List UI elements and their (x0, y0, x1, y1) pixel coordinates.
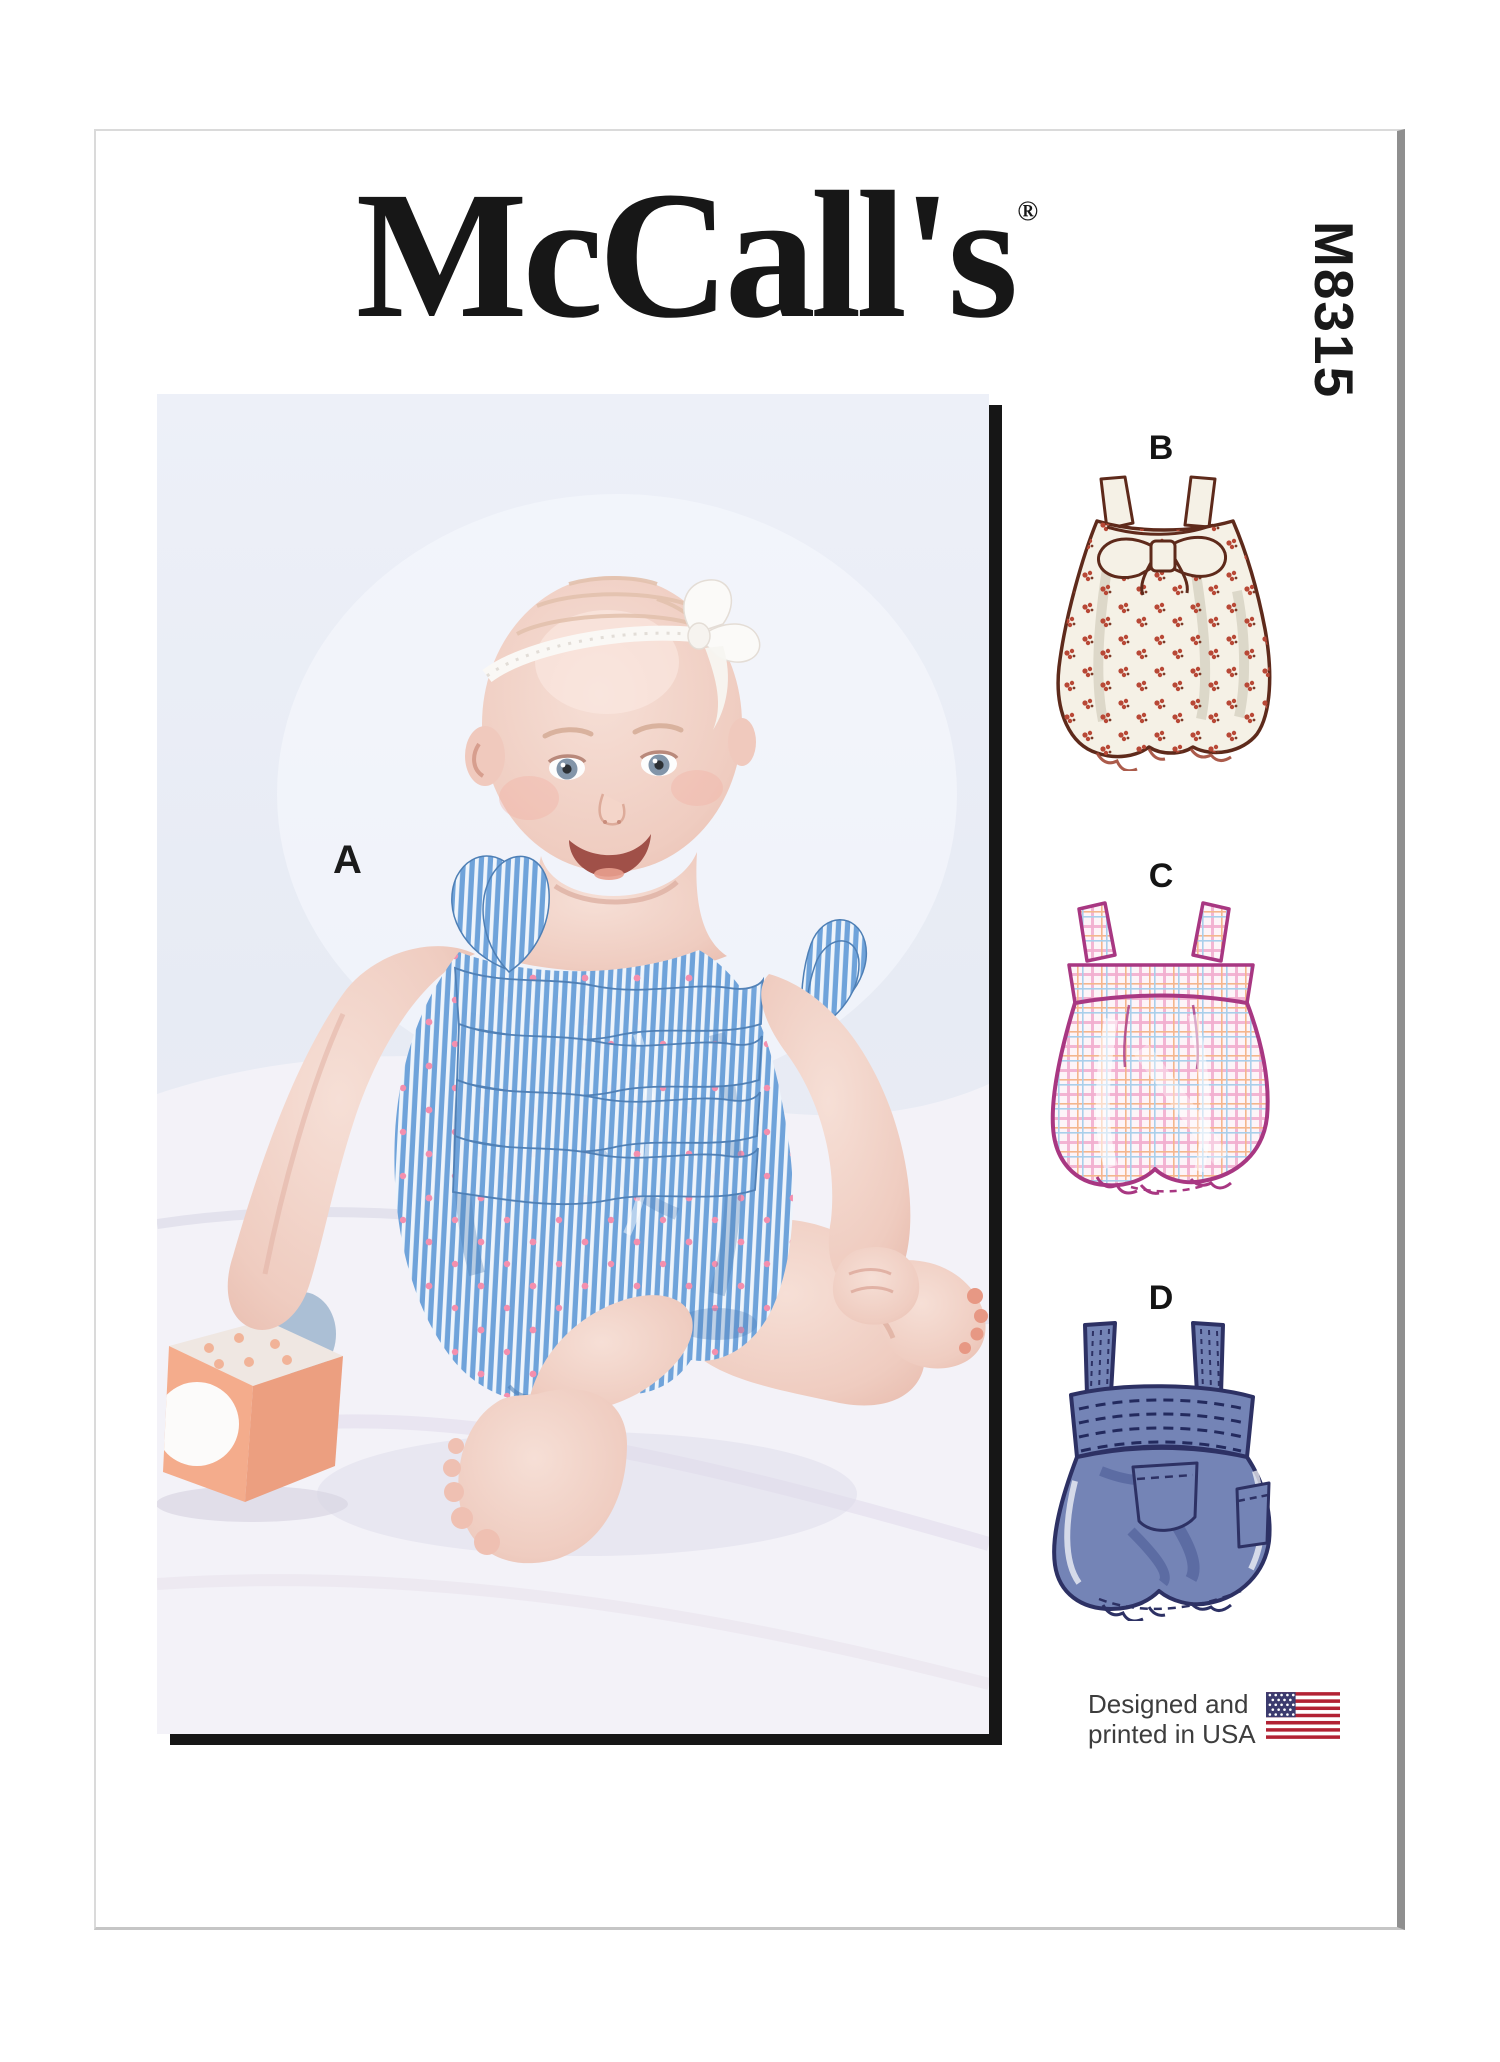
view-a-label: A (333, 838, 362, 882)
brand-name: McCall's (355, 155, 1014, 356)
romper-d-drawing (1041, 1321, 1281, 1621)
made-in-usa-note (1088, 1689, 1340, 1749)
view-b (1036, 431, 1286, 771)
right-eye (641, 752, 677, 776)
view-c-label: C (1148, 857, 1174, 895)
view-b-label: B (1148, 429, 1174, 467)
baby-photo-illustration (157, 394, 989, 1734)
left-eye (549, 756, 585, 780)
chest-pocket (1133, 1463, 1197, 1530)
view-a-photo (157, 394, 989, 1734)
view-d-label: D (1148, 1279, 1174, 1317)
side-pocket (1237, 1483, 1269, 1547)
us-flag-icon (1266, 1692, 1340, 1739)
designed-printed-text: Designed and printed in USA (1088, 1689, 1256, 1750)
view-d (1036, 1281, 1286, 1621)
view-c (1036, 859, 1286, 1199)
pattern-number: M8315 (1303, 221, 1365, 400)
romper-c-drawing (1041, 899, 1281, 1199)
romper-b-drawing (1041, 471, 1281, 771)
pattern-envelope-front (94, 129, 1405, 1930)
toy-block (157, 1320, 348, 1522)
mccalls-logo (96, 155, 1298, 356)
registered-trademark-symbol: ® (1017, 196, 1039, 227)
